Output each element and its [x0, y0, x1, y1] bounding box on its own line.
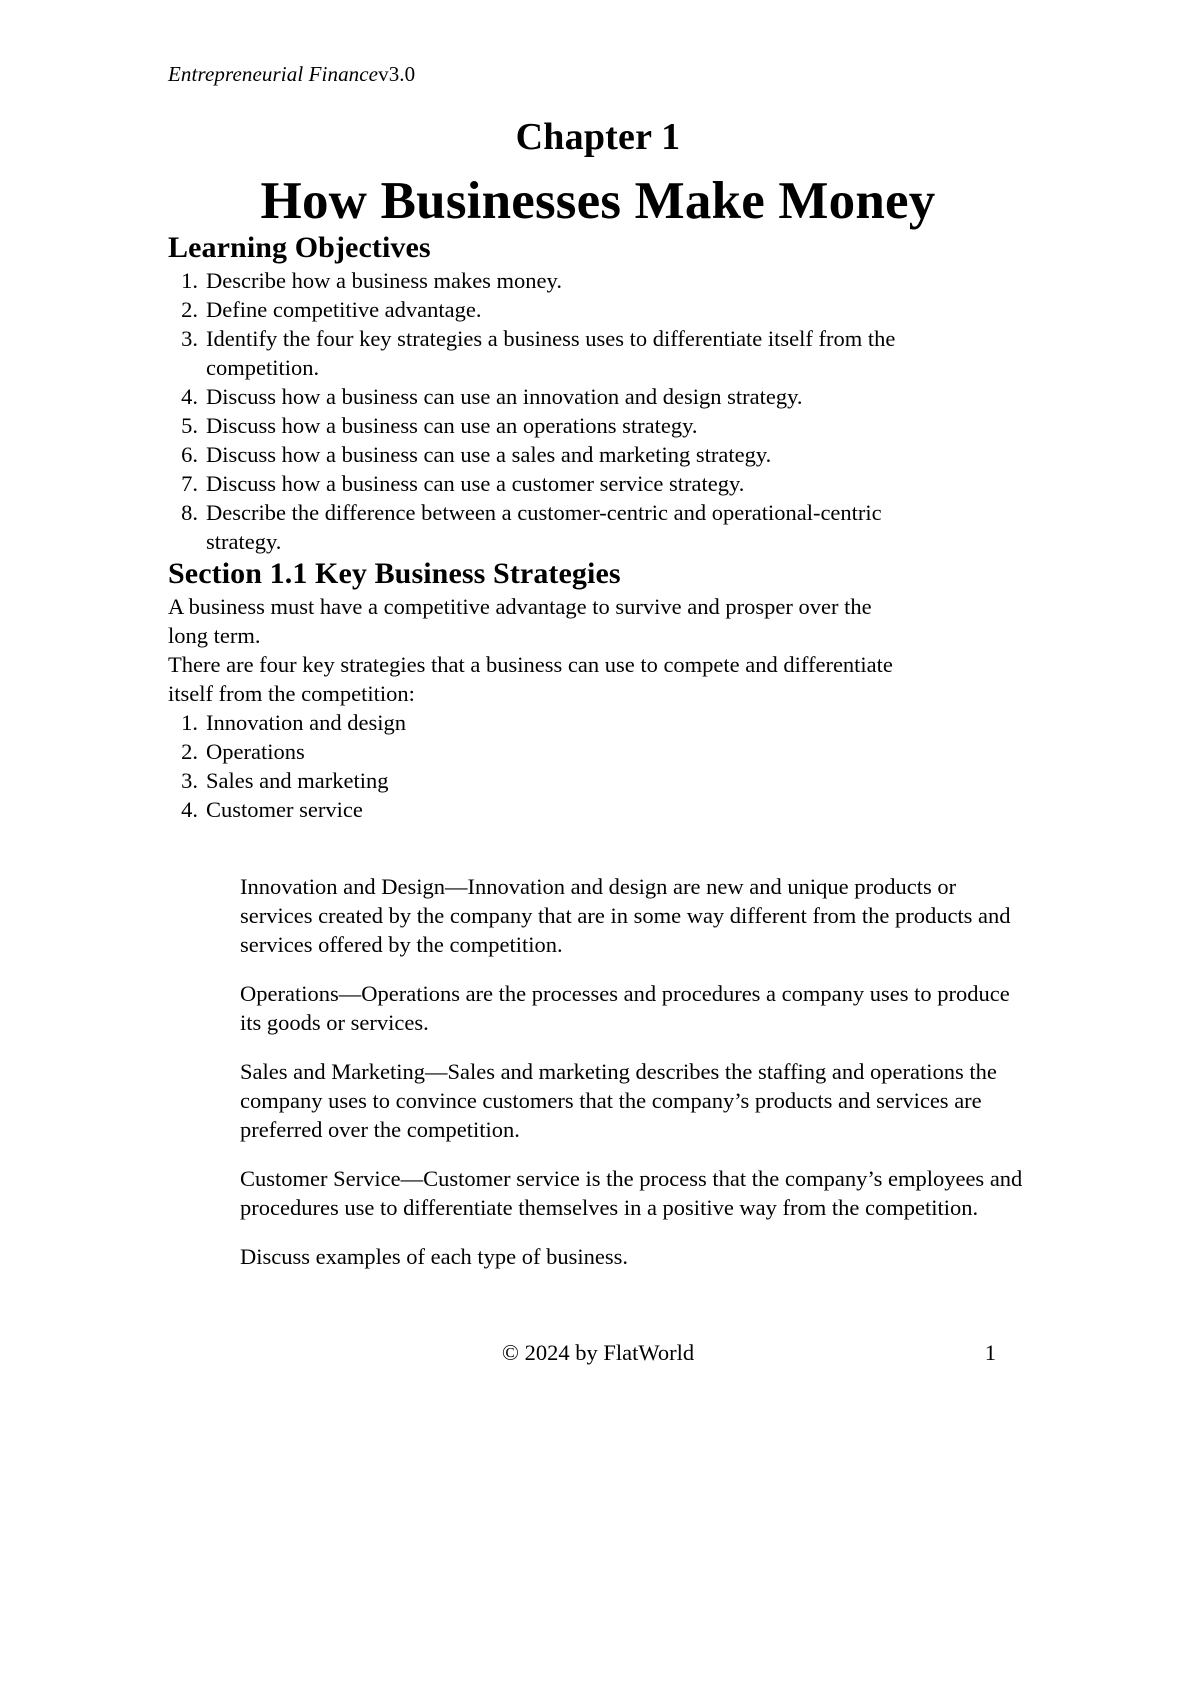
key-strategies-list	[168, 708, 768, 824]
definition-customer-service: Customer Service—Customer service is the process that the company’s employees and procedures use to differentiate themselves in a positive way from the competition.	[240, 1166, 1023, 1221]
list-marker: 2.	[181, 296, 198, 322]
list-item	[168, 469, 958, 498]
list-item	[168, 498, 958, 556]
running-header	[168, 62, 415, 87]
list-item-text: Identify the four key strategies a business uses to differentiate itself from the competition.	[206, 325, 896, 380]
list-item-text: Describe how a business makes money.	[206, 267, 562, 293]
list-item	[168, 266, 958, 295]
list-item	[168, 737, 768, 766]
discussion-prompt: Discuss examples of each type of business.	[240, 1244, 629, 1270]
list-marker: 3.	[181, 767, 198, 793]
chapter-label: Chapter 1	[515, 116, 681, 158]
page-number: 1	[984, 1340, 996, 1365]
list-item-text: Discuss how a business can use an operations strategy.	[206, 412, 698, 438]
learning-objectives-heading: Learning Objectives	[168, 230, 431, 264]
definition-sales-and-marketing: Sales and Marketing—Sales and marketing describes the staffing and operations the company uses to convince customers that the company’s products and services are preferred over the competition.	[240, 1059, 997, 1143]
list-item	[168, 766, 768, 795]
section-intro-paragraph: A business must have a competitive advantage to survive and prosper over the long term.	[168, 593, 872, 648]
list-item-text: Describe the difference between a customer-centric and operational-centric strategy.	[206, 499, 882, 554]
running-header-book-title: Entrepreneurial Finance	[168, 62, 379, 86]
list-item-text: Discuss how a business can use a customer service strategy.	[206, 470, 745, 496]
list-item-text: Sales and marketing	[206, 767, 389, 793]
list-item	[168, 795, 768, 824]
learning-objectives-list	[168, 266, 958, 556]
list-item-text: Innovation and design	[206, 709, 406, 735]
list-item	[168, 324, 958, 382]
list-item-text: Operations	[206, 738, 305, 764]
list-marker: 7.	[181, 470, 198, 496]
list-marker: 3.	[181, 325, 198, 351]
list-item	[168, 440, 958, 469]
list-marker: 1.	[181, 267, 198, 293]
list-marker: 4.	[181, 383, 198, 409]
list-item-text: Define competitive advantage.	[206, 296, 482, 322]
strategy-definitions	[240, 872, 1030, 1271]
copyright-notice: © 2024 by FlatWorld	[501, 1340, 695, 1365]
list-item	[168, 708, 768, 737]
section-lead-in-paragraph: There are four key strategies that a business can use to compete and differentiate itself from the competition:	[168, 651, 893, 706]
list-item-text: Discuss how a business can use an innovation and design strategy.	[206, 383, 803, 409]
list-item	[168, 411, 958, 440]
list-item-text: Discuss how a business can use a sales and marketing strategy.	[206, 441, 772, 467]
list-marker: 8.	[181, 499, 198, 525]
list-marker: 6.	[181, 441, 198, 467]
list-marker: 5.	[181, 412, 198, 438]
list-item	[168, 382, 958, 411]
definition-operations: Operations—Operations are the processes and procedures a company uses to produce its goods or services.	[240, 980, 1010, 1035]
list-item-text: Customer service	[206, 796, 363, 822]
text-column	[168, 118, 1028, 1271]
list-item	[168, 295, 958, 324]
page-title: How Businesses Make Money	[260, 172, 936, 230]
list-marker: 4.	[181, 796, 198, 822]
running-header-version: v3.0	[378, 62, 416, 86]
list-marker: 2.	[181, 738, 198, 764]
definition-innovation-and-design: Innovation and Design—Innovation and design are new and unique products or services created by the company that are in some way different from the products and services offered by the competition.	[240, 873, 1011, 957]
list-marker: 1.	[181, 709, 198, 735]
section-heading: Section 1.1 Key Business Strategies	[168, 556, 621, 590]
